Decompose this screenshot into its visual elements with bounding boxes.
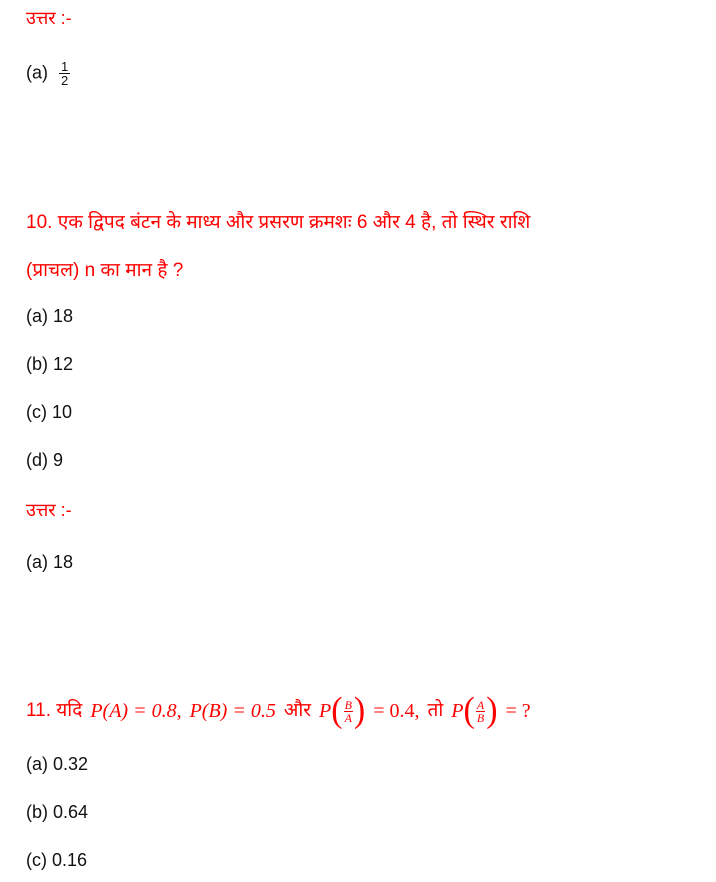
answer-option: (a) 18 xyxy=(26,552,74,572)
fraction-numerator: 1 xyxy=(61,59,69,74)
answer-option-prefix: (a) xyxy=(26,62,48,83)
answer-label: उत्तर :- xyxy=(26,8,72,28)
prob-a: P(A) = 0.8, xyxy=(90,700,182,722)
question-10-option-a: (a) 18 xyxy=(26,306,74,326)
question-10-option-d: (d) 9 xyxy=(26,450,64,470)
prob-b: P(B) = 0.5 xyxy=(189,700,276,722)
conjunction-and: और xyxy=(283,700,312,721)
conditional-prob-a-given-b: P ( A B ) xyxy=(451,691,498,730)
fraction-denominator: 2 xyxy=(61,73,69,88)
question-10-line-1: 10. एक द्विपद बंटन के माध्य और प्रसरण क्रमशः 6 और 4 है, तो स्थिर राशि xyxy=(26,212,531,233)
question-10-option-b: (b) 12 xyxy=(26,354,74,374)
answer-option xyxy=(26,60,70,87)
question-11-option-a: (a) 0.32 xyxy=(26,754,89,774)
conditional-prob-b-given-a: P ( B A ) xyxy=(319,691,366,730)
question-10-line-2: (प्राचल) n का मान है ? xyxy=(26,260,184,281)
fraction xyxy=(59,60,70,87)
equals-value: = 0.4, xyxy=(373,700,420,722)
question-11 xyxy=(26,691,531,730)
answer-label: उत्तर :- xyxy=(26,500,72,520)
question-11-option-c: (c) 0.16 xyxy=(26,850,88,870)
question-10-option-c: (c) 10 xyxy=(26,402,73,422)
equals-question: = ? xyxy=(505,700,531,722)
conjunction-then: तो xyxy=(427,700,444,721)
question-11-number: 11. यदि xyxy=(26,700,83,721)
question-11-option-b: (b) 0.64 xyxy=(26,802,89,822)
